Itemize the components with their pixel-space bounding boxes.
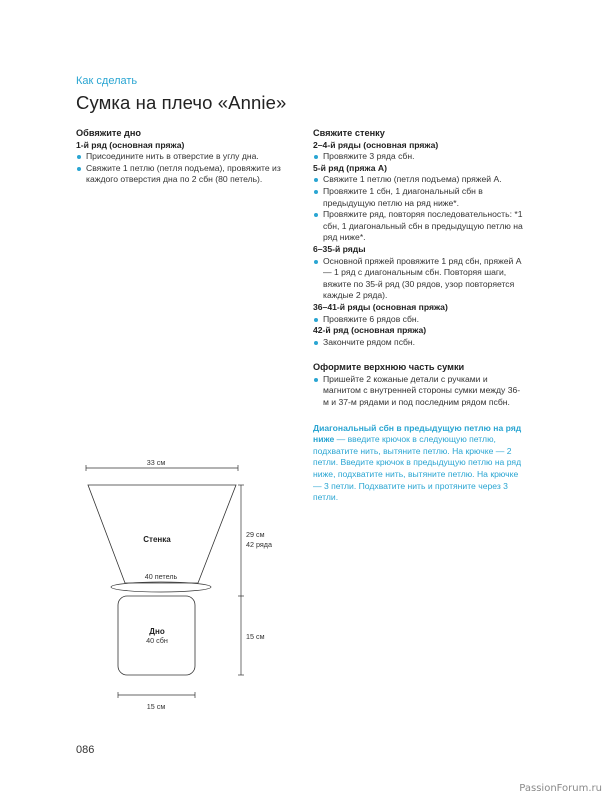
- section-title-wall: Свяжите стенку: [313, 128, 385, 138]
- bullet-list: [313, 337, 525, 349]
- section-title-top: Оформите верхнюю часть сумки: [313, 362, 465, 373]
- bullet-list-top: [313, 374, 525, 409]
- bullet-list-bottom: [76, 151, 286, 186]
- bottom-width-label: 15 см: [146, 702, 166, 711]
- bottom-stitches-label: 40 сбн: [146, 636, 168, 645]
- list-item: Свяжите 1 петлю (петля подъема) пряжей А.: [313, 174, 525, 186]
- wall-rows-label: 42 ряда: [246, 540, 272, 549]
- list-item: Провяжите ряд, повторяя последовательность: *1 сбн, 1 диагональный сбн в предыдущую петлю на ряд ниже*.: [313, 209, 525, 244]
- list-item: Свяжите 1 петлю (петля подъема), провяжите из каждого отверстия дна по 2 сбн (80 петель).: [76, 163, 286, 186]
- row-title: 2–4-й ряды (основная пряжа): [313, 139, 439, 150]
- watermark: PassionForum.ru: [519, 783, 602, 794]
- row-title: 42-й ряд (основная пряжа): [313, 325, 427, 336]
- ring-ellipse: [111, 582, 211, 592]
- right-column: [313, 128, 525, 512]
- wall-label: Стенка: [143, 535, 171, 544]
- list-item: Основной пряжей провяжите 1 ряд сбн, пряжей А — 1 ряд с диагональным сбн. Повторяя шаги, вяжите по 35-й ряд (30 рядов, узор повторяется каждые 2 ряда).: [313, 256, 525, 302]
- page-number: 086: [76, 744, 95, 756]
- bag-diagram: [78, 455, 278, 720]
- section-title-bottom: Обвяжите дно: [76, 128, 142, 138]
- list-item: Присоедините нить в отверстие в углу дна.: [76, 151, 286, 163]
- stitch-tip-text: — введите крючок в следующую петлю, подхватите нить, вытяните петлю. На крючке — 2 петли. Введите крючок в предыдущую петлю на ряд ниже, подхватите нить, вытяните петлю. На крючке — 3 петли. Подхватите нить и протяните через 3 петли.: [313, 434, 522, 503]
- ring-label: 40 петель: [144, 572, 178, 581]
- list-item: Провяжите 1 сбн, 1 диагональный сбн в предыдущую петлю на ряд ниже*.: [313, 186, 525, 209]
- stitch-tip: [313, 423, 525, 504]
- row-title: 5-й ряд (пряжа А): [313, 162, 387, 173]
- list-item: Провяжите 6 рядов сбн.: [313, 314, 525, 326]
- row-title: 6–35-й ряды: [313, 243, 366, 254]
- list-item: Закончите рядом псбн.: [313, 337, 525, 349]
- left-column: [76, 128, 286, 186]
- bullet-list: [313, 314, 525, 326]
- bottom-label: Дно: [149, 627, 165, 636]
- bullet-list: [313, 151, 525, 163]
- wall-height-label: 29 см: [246, 530, 265, 539]
- bullet-list: [313, 174, 525, 244]
- stitch-tip-term: Диагональный сбн в предыдущую петлю на ряд ниже: [313, 422, 522, 445]
- page-title: Сумка на плечо «Annie»: [76, 92, 287, 113]
- wall-shape: [88, 485, 236, 583]
- row-title-1: 1-й ряд (основная пряжа): [76, 139, 185, 150]
- bottom-height-label: 15 см: [246, 632, 265, 641]
- row-title: 36–41-й ряды (основная пряжа): [313, 301, 448, 312]
- list-item: Пришейте 2 кожаные детали с ручками и магнитом с внутренней стороны сумки между 36-м и 37-м рядами и под последним рядом псбн.: [313, 374, 525, 409]
- list-item: Провяжите 3 ряда сбн.: [313, 151, 525, 163]
- top-width-label: 33 см: [146, 458, 166, 467]
- section-kicker: Как сделать: [76, 75, 138, 87]
- bullet-list: [313, 256, 525, 302]
